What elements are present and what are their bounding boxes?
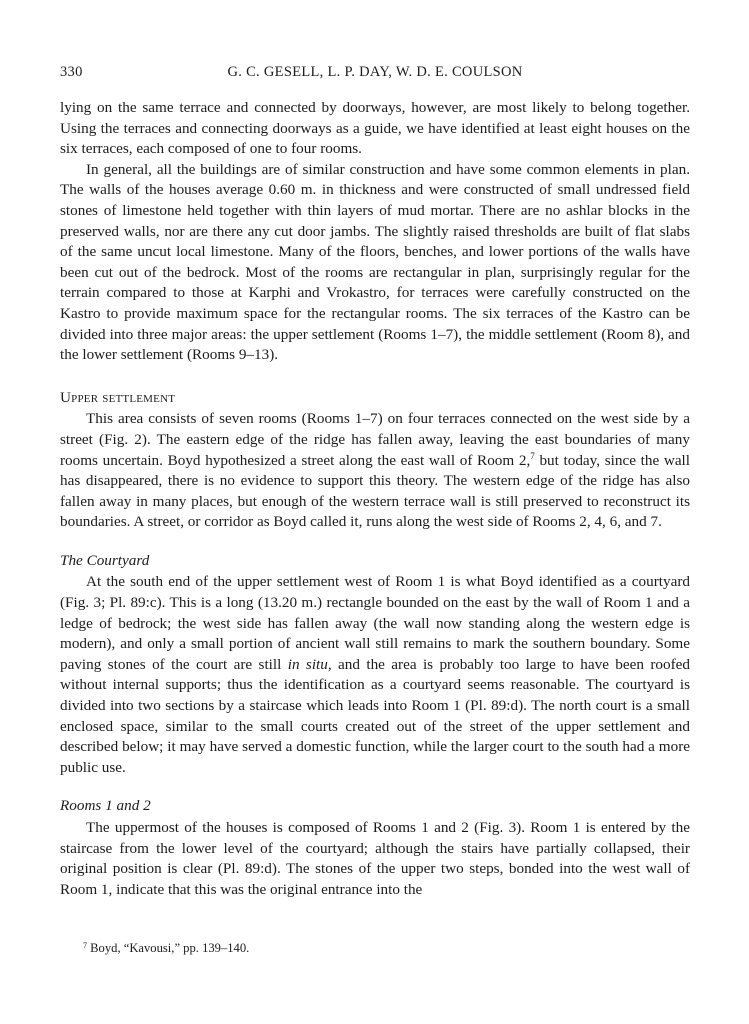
text-run: This area consists of seven rooms (Rooms 1–7) on four terraces connected on the west side by a street (Fig. 2). The eastern edge of the ridge has fallen away, leaving the east boundaries of many rooms uncertain. Boyd hypothesized a street along the east wall of Room 2, bbox=[60, 410, 690, 469]
paragraph-courtyard bbox=[60, 572, 690, 778]
footnote bbox=[83, 940, 683, 956]
paragraph-rooms-1-2: The uppermost of the houses is composed of Rooms 1 and 2 (Fig. 3). Room 1 is entered by the staircase from the lower level of the courtyard; although the stairs have partially collapsed, their original position is clear (Pl. 89:d). The stones of the upper two steps, bonded into the west wall of Room 1, indicate that this was the original entrance into the bbox=[60, 819, 690, 898]
subsection-heading-courtyard: The Courtyard bbox=[60, 551, 150, 569]
running-header bbox=[60, 64, 690, 84]
page-number: 330 bbox=[60, 64, 83, 80]
paragraph-upper-settlement bbox=[60, 409, 690, 533]
text-run: , and the area is probably too large to have been roofed without internal supports; thus the identification as a courtyard seems reasonable. The courtyard is divided into two sections by a staircase which leads into Room 1 (Pl. 89:d). The north court is a small enclosed space, similar to the small courts created out of the street of the upper settlement and described below; it may have served a domestic function, while the larger court to the south had a more public use. bbox=[60, 655, 690, 776]
italic-term: in situ bbox=[287, 655, 328, 673]
article-body bbox=[60, 98, 690, 900]
running-head-authors: G. C. GESELL, L. P. DAY, W. D. E. COULSON bbox=[227, 64, 523, 80]
subsection-heading-rooms-1-2: Rooms 1 and 2 bbox=[60, 797, 151, 815]
footnote-number: 7 bbox=[83, 941, 87, 950]
text-run: but today, since the wall has disappeared, there is no evidence to support this theory. The western edge of the ridge has also fallen away in many places, but enough of the western terrace wall is still preserved to reconstruct its boundaries. A street, or corridor as Boyd called it, runs along the west side of Rooms 2, 4, 6, and 7. bbox=[60, 451, 691, 531]
paragraph-continuation: lying on the same terrace and connected by doorways, however, are most likely to belong together. Using the terraces and connecting doorways as a guide, we have identified at least eight houses on the six terraces, each composed of one to four rooms. bbox=[60, 99, 690, 158]
footnote-ref: 7 bbox=[530, 450, 535, 461]
section-heading-upper-settlement: Upper settlement bbox=[60, 388, 176, 406]
paragraph-construction: In general, all the buildings are of similar construction and have some common elements in plan. The walls of the houses average 0.60 m. in thickness and were constructed of small undressed field stones of limestone held together with thin layers of mud mortar. There are no ashlar blocks in the preserved walls, nor are there any cut door jambs. The slightly raised thresholds are built of flat slabs of the same uncut local limestone. Many of the floors, benches, and lower portions of the walls have been cut out of the bedrock. Most of the rooms are rectangular in plan, surprisingly regular for the terrain compared to those at Karphi and Vrokastro, for terraces were carefully constructed on the Kastro to provide maximum space for the rectangular rooms. The six terraces of the Kastro can be divided into three major areas: the upper settlement (Rooms 1–7), the middle settlement (Room 8), and the lower settlement (Rooms 9–13). bbox=[60, 160, 690, 364]
footnote-text: Boyd, “Kavousi,” pp. 139–140. bbox=[87, 941, 250, 955]
text-run: At the south end of the upper settlement west of Room 1 is what Boyd identified as a courtyard (Fig. 3; Pl. 89:c). This is a long (13.20 m.) rectangle bounded on the east by the wall of Room 1 and a ledge of bedrock; the west side has fallen away (the wall now standing along the western edge is modern), and only a small portion of ancient wall still remains to mark the southern boundary. Some paving stones of the court are still bbox=[60, 573, 690, 673]
